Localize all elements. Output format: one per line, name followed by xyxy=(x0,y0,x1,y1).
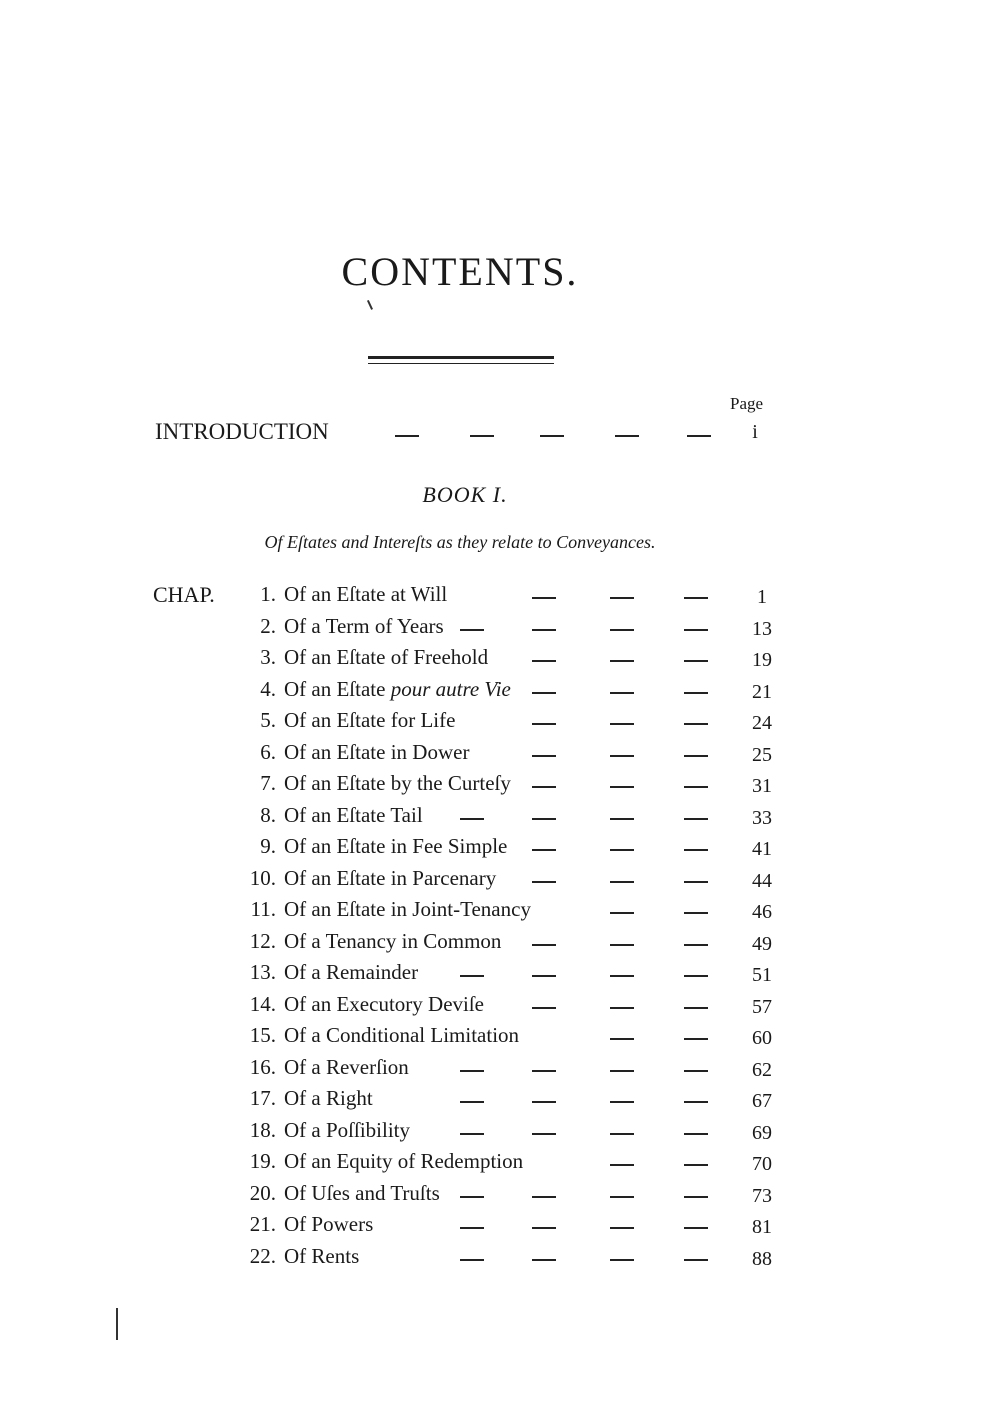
chapter-title: Of an Eſtate in Dower xyxy=(284,739,470,764)
leader-dash xyxy=(684,1227,708,1229)
leader-dash xyxy=(460,1133,484,1135)
stray-mark xyxy=(367,300,373,310)
book-title: BOOK I. xyxy=(422,482,508,507)
chapter-page: 57 xyxy=(752,995,772,1018)
chapter-entry xyxy=(232,771,792,803)
page-column-heading: Page xyxy=(730,394,764,413)
chapter-page: 25 xyxy=(752,743,772,766)
chapter-number: 11. xyxy=(250,897,276,921)
leader-dash xyxy=(684,692,708,694)
leader-dash xyxy=(532,1259,556,1261)
chapter-entry xyxy=(232,677,792,709)
chapter-title: Of Uſes and Truſts xyxy=(284,1180,440,1205)
chapter-title: Of a Poſſibility xyxy=(284,1117,410,1142)
leader-dash xyxy=(470,435,494,437)
table-of-contents xyxy=(232,582,792,1275)
leader-dash xyxy=(610,1196,634,1198)
leader-dash xyxy=(684,1133,708,1135)
chapter-entry xyxy=(232,1212,792,1244)
leader-dash xyxy=(532,1196,556,1198)
chapter-number: 22. xyxy=(249,1243,276,1268)
chapter-page: 51 xyxy=(752,964,772,986)
chapter-page: 1 xyxy=(757,586,767,608)
page-title: CONTENTS. xyxy=(341,249,579,294)
leader-dash xyxy=(684,1038,708,1040)
chapter-entry xyxy=(232,866,792,898)
introduction-entry xyxy=(155,419,775,451)
chapter-entry xyxy=(232,582,792,614)
leader-dash xyxy=(684,881,708,883)
chapter-number: 9. xyxy=(260,834,276,858)
chapter-page: 70 xyxy=(752,1153,772,1175)
leader-dash xyxy=(684,1164,708,1166)
chapter-number: 8. xyxy=(260,802,276,827)
leader-dash xyxy=(610,755,634,757)
chapter-number: 3. xyxy=(260,645,276,669)
chapter-entry xyxy=(232,1244,792,1276)
chapter-number: 17. xyxy=(249,1086,276,1110)
chapter-number: 2. xyxy=(260,613,276,638)
chapter-title: Of an Eſtate at Will xyxy=(284,582,448,606)
chapter-title: Of an Eſtate in Fee Simple xyxy=(284,834,508,858)
chapter-page: 33 xyxy=(752,806,772,829)
leader-dash xyxy=(460,1196,484,1198)
book-subtitle: Of Eſtates and Intereſts as they relate to Conveyances. xyxy=(264,532,656,552)
leader-dash xyxy=(532,1070,556,1072)
chapter-title: Of a Reverſion xyxy=(284,1054,409,1079)
chapter-entry xyxy=(232,708,792,740)
leader-dash xyxy=(684,1196,708,1198)
margin-line xyxy=(116,1308,118,1340)
leader-dash xyxy=(610,1070,634,1072)
leader-dash xyxy=(610,1038,634,1040)
chapter-title xyxy=(284,677,511,702)
chapter-title-italic: pour autre Vie xyxy=(390,676,511,701)
leader-dash xyxy=(610,1227,634,1229)
chapter-title: Of an Eſtate for Life xyxy=(284,708,456,732)
chapter-entry xyxy=(232,1055,792,1087)
leader-dash xyxy=(684,660,708,662)
leader-dash xyxy=(532,818,556,820)
leader-dash xyxy=(532,597,556,599)
chapter-number: 20. xyxy=(249,1180,276,1205)
chap-label: CHAP. xyxy=(153,582,215,607)
chapter-page: 19 xyxy=(752,649,772,671)
leader-dash xyxy=(610,1259,634,1261)
chapter-page: 13 xyxy=(752,617,772,640)
chapter-title: Of an Eſtate in Parcenary xyxy=(284,865,497,890)
chapter-title: Of an Eſtate in Joint-Tenancy xyxy=(284,897,531,921)
leader-dash xyxy=(460,1070,484,1072)
chapter-title: Of an Eſtate of Freehold xyxy=(284,645,489,669)
leader-dash xyxy=(610,1101,634,1103)
chapter-entry xyxy=(232,834,792,866)
chapter-entry xyxy=(232,803,792,835)
leader-dash xyxy=(532,692,556,694)
chapter-page: 49 xyxy=(752,932,772,955)
leader-dash xyxy=(610,1164,634,1166)
leader-dash xyxy=(540,435,564,437)
chapter-title: Of an Equity of Redemption xyxy=(284,1149,524,1173)
chapter-page: 88 xyxy=(752,1247,772,1270)
chapter-title-text: Of an Eſtate xyxy=(284,676,391,701)
chapter-page: 41 xyxy=(752,838,772,860)
chapter-page: 44 xyxy=(752,869,772,892)
chapter-entry xyxy=(232,960,792,992)
leader-dash xyxy=(532,1133,556,1135)
leader-dash xyxy=(684,1070,708,1072)
chapter-entry xyxy=(232,1023,792,1055)
introduction-page: i xyxy=(752,421,758,443)
leader-dash xyxy=(532,1227,556,1229)
chapter-page: 46 xyxy=(752,901,772,923)
chapter-page: 73 xyxy=(752,1184,772,1207)
leader-dash xyxy=(610,660,634,662)
chapter-entry xyxy=(232,1149,792,1181)
leader-dash xyxy=(687,435,711,437)
chapter-number: 16. xyxy=(249,1054,276,1079)
chapter-number: 1. xyxy=(260,582,276,606)
leader-dash xyxy=(610,881,634,883)
leader-dash xyxy=(532,975,556,977)
chapter-entry xyxy=(232,740,792,772)
leader-dash xyxy=(610,629,634,631)
chapter-number: 13. xyxy=(249,960,276,984)
chapter-title: Of a Tenancy in Common xyxy=(284,928,502,953)
leader-dash xyxy=(684,629,708,631)
leader-dash xyxy=(532,660,556,662)
leader-dash xyxy=(684,1259,708,1261)
chapter-page: 69 xyxy=(752,1121,772,1144)
chapter-title: Of a Term of Years xyxy=(284,613,444,638)
leader-dash xyxy=(460,818,484,820)
chapter-entry xyxy=(232,929,792,961)
chapter-number: 5. xyxy=(260,708,276,732)
chapter-title: Of a Right xyxy=(284,1086,373,1110)
leader-dash xyxy=(684,912,708,914)
chapter-title: Of a Conditional Limitation xyxy=(284,1023,520,1047)
leader-dash xyxy=(460,629,484,631)
leader-dash xyxy=(610,1133,634,1135)
leader-dash xyxy=(532,1101,556,1103)
leader-dash xyxy=(460,1227,484,1229)
chapter-page: 62 xyxy=(752,1058,772,1081)
chapter-title: Of an Executory Deviſe xyxy=(284,991,485,1016)
leader-dash xyxy=(610,975,634,977)
leader-dash xyxy=(610,912,634,914)
leader-dash xyxy=(684,818,708,820)
chapter-number: 10. xyxy=(249,865,276,890)
title-double-rule xyxy=(368,356,554,364)
chapter-number: 6. xyxy=(260,739,276,764)
chapter-title: Of a Remainder xyxy=(284,960,419,984)
chapter-number: 15. xyxy=(249,1023,276,1047)
leader-dash xyxy=(684,1101,708,1103)
chapter-number: 14. xyxy=(249,991,276,1016)
leader-dash xyxy=(532,723,556,725)
chapter-entry xyxy=(232,1086,792,1118)
leader-dash xyxy=(460,1259,484,1261)
chapter-number: 21. xyxy=(249,1212,276,1236)
leader-dash xyxy=(532,755,556,757)
leader-dash xyxy=(532,786,556,788)
leader-dash xyxy=(610,944,634,946)
leader-dash xyxy=(684,944,708,946)
chapter-page: 24 xyxy=(752,712,772,734)
chapter-title: Of an Eſtate by the Curteſy xyxy=(284,771,511,795)
chapter-title: Of Rents xyxy=(284,1243,360,1268)
leader-dash xyxy=(615,435,639,437)
chapter-entry xyxy=(232,645,792,677)
leader-dash xyxy=(532,944,556,946)
leader-dash xyxy=(610,818,634,820)
chapter-entry xyxy=(232,1118,792,1150)
leader-dash xyxy=(532,849,556,851)
chapter-entry xyxy=(232,1181,792,1213)
leader-dash xyxy=(610,849,634,851)
leader-dash xyxy=(610,786,634,788)
leader-dash xyxy=(460,1101,484,1103)
chapter-title: Of Powers xyxy=(284,1212,374,1236)
leader-dash xyxy=(684,849,708,851)
leader-dash xyxy=(532,881,556,883)
chapter-page: 31 xyxy=(752,775,772,797)
leader-dash xyxy=(532,629,556,631)
leader-dash xyxy=(610,597,634,599)
leader-dash xyxy=(684,1007,708,1009)
leader-dash xyxy=(610,692,634,694)
leader-dash xyxy=(532,1007,556,1009)
leader-dash xyxy=(610,723,634,725)
chapter-number: 4. xyxy=(260,676,276,701)
leader-dash xyxy=(684,723,708,725)
chapter-number: 19. xyxy=(249,1149,276,1173)
chapter-number: 7. xyxy=(260,771,276,795)
chapter-number: 18. xyxy=(249,1117,276,1142)
chapter-entry xyxy=(232,897,792,929)
leader-dash xyxy=(395,435,419,437)
chapter-page: 81 xyxy=(752,1216,772,1238)
leader-dash xyxy=(684,755,708,757)
chapter-entry xyxy=(232,614,792,646)
leader-dash xyxy=(610,1007,634,1009)
chapter-entry xyxy=(232,992,792,1024)
introduction-label: INTRODUCTION xyxy=(155,419,329,444)
leader-dash xyxy=(460,975,484,977)
chapter-number: 12. xyxy=(249,928,276,953)
leader-dash xyxy=(684,597,708,599)
chapter-page: 21 xyxy=(752,680,772,703)
leader-dash xyxy=(684,786,708,788)
chapter-title: Of an Eſtate Tail xyxy=(284,802,423,827)
chapter-page: 60 xyxy=(752,1027,772,1049)
leader-dash xyxy=(684,975,708,977)
chapter-page: 67 xyxy=(752,1090,772,1112)
